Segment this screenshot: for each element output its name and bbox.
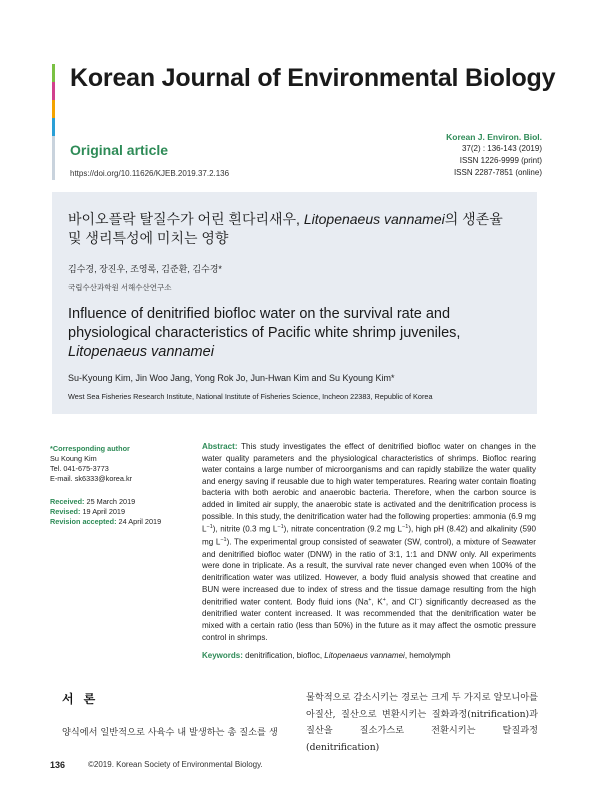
abstract: Abstract: This study investigates the effect of denitrified biofloc water on changes in the water quality parameters and the physiological characteristics of shrimps. Biofloc rearing water contains a large number of microorganisms and can rapidly stabilize the water quality and energy saving if reusable due to high water temperatures. Rearing water contain floating bacteria with both aerobic and anaerobic bacteria. Therefore, when the carbon source is added in limited air supply, the anaerobic state is activated and the denitrification process is possible. In this study, the denitrification water had the following properties: ammonia (6.9 mg $L^{-1}$), nitrite (0.3 mg $L^{-1}$), nitrate concentration (9.2 mg $L^{-1}$), high pH (8.42) and alkalinity (590 mg $L^{-1}$). The experimental group consisted of seawater (SW, control), a mixture of Seawater and denitrified biofloc water (DNW) in the ratio of 3:1, 1:1 and DNW only. All experiments were done in triplicate. As a result, the survival rate never changed even when 100% of the denitrification water was utilized. However, a body fluid analysis showed that creatine and BUN were increased due to index of stress and the tissue damage resulting from the high denitrified water content. Body fluid ions (Na+, K+, and Cl−) significantly decreased as the denitrified water content increased. It was recommended that the denitrification water be mixed with a certain ratio (less than 50%) in the future as it may affect the osmotic pressure control in shrimps. [202, 442, 536, 642]
article-sidebar [50, 444, 180, 527]
english-authors: Su-Kyoung Kim, Jin Woo Jang, Yong Rok Jo, Jun-Hwan Kim and Su Kyoung Kim* [68, 373, 395, 383]
accent-bar-gray [52, 136, 55, 180]
copyright: ©2019. Korean Society of Environmental Biology. [88, 760, 263, 769]
accent-bar-blue [52, 118, 55, 136]
korean-authors: 김수경, 장진우, 조영록, 김준환, 김수경* [68, 264, 222, 274]
doi-link[interactable]: https://doi.org/10.11626/KJEB.2019.37.2.136 [70, 169, 230, 178]
issn-online: ISSN 2287-7851 (online) [453, 168, 542, 177]
corresponding-tel: Tel. 041-675-3773 [50, 464, 109, 473]
revised-date: Revised: 19 April 2019 [50, 507, 126, 516]
korean-title: 바이오플락 탈질수가 어린 흰다리새우, Litopenaeus vannamei의 생존율 및 생리특성에 미치는 영향 [68, 211, 503, 246]
received-date: Received: 25 March 2019 [50, 497, 136, 506]
accent-bar-green [52, 64, 55, 82]
journal-info [446, 131, 542, 179]
section-heading: 서론 [62, 692, 106, 706]
keywords: Keywords: denitrification, biofloc, Litopenaeus vannamei, hemolymph [202, 651, 451, 660]
english-affiliation: West Sea Fisheries Research Institute, National Institute of Fisheries Science, Incheon 22383, Republic of Korea [68, 392, 433, 401]
accepted-date: Revision accepted: 24 April 2019 [50, 517, 162, 526]
journal-title: Korean Journal of Environmental Biology [70, 64, 556, 92]
issn-print: ISSN 1226-9999 (print) [459, 156, 542, 165]
body-left-text: 양식에서 일반적으로 사육수 내 발생하는 총 질소를 생 [62, 727, 278, 738]
corresponding-label: *Corresponding author [50, 444, 130, 453]
corresponding-name: Su Koung Kim [50, 454, 97, 463]
journal-abbr: Korean J. Environ. Biol. [446, 132, 542, 142]
korean-affiliation: 국립수산과학원 서해수산연구소 [68, 283, 172, 292]
accent-bar-pink [52, 82, 55, 100]
article-type: Original article [70, 142, 169, 158]
accent-bar-orange [52, 100, 55, 118]
journal-volume: 37(2) : 136-143 (2019) [461, 144, 542, 153]
english-title: Influence of denitrified biofloc water on the survival rate and physiological characteristics of Pacific white shrimp juveniles, Litopenaeus vannamei [68, 306, 461, 360]
page-number: 136 [50, 760, 66, 770]
body-right-text: 물학적으로 감소시키는 경로는 크게 두 가지로 알모니아를 아질산, 질산으로 변환시키는 질화과정(nitrification)과 질산을 질소가스로 전환시키는 탈질과정(denitrification) [306, 692, 538, 753]
corresponding-email[interactable]: E-mail. sk6333@korea.kr [50, 474, 133, 483]
